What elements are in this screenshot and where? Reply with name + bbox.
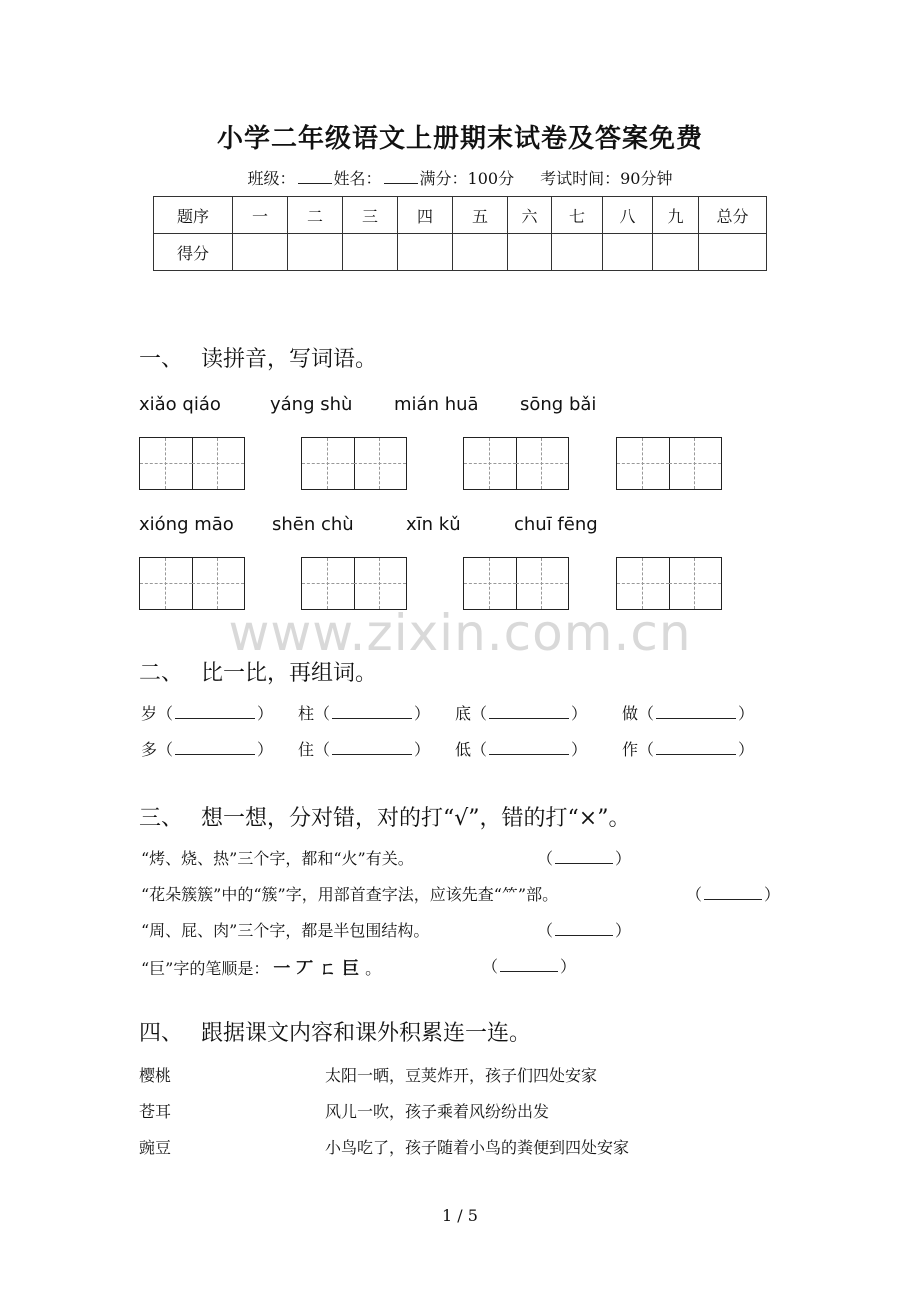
- compare-item: 底（ ）: [455, 704, 588, 723]
- score-cell[interactable]: [233, 234, 288, 271]
- score-cell[interactable]: [603, 234, 653, 271]
- section3-number: 三、: [139, 806, 184, 831]
- writing-grid[interactable]: [463, 557, 569, 610]
- pinyin-label: chuī fēng: [514, 514, 598, 535]
- section3-title: 想一想，分对错，对的打“√”，错的打“×”。: [201, 806, 631, 831]
- compare-char: 柱: [298, 704, 315, 723]
- match-left-item[interactable]: 豌豆: [139, 1138, 172, 1157]
- full-score: 满分：100分: [419, 169, 515, 188]
- score-value-row: [154, 234, 767, 271]
- answer-blank[interactable]: [555, 921, 613, 936]
- score-header-cell: 八: [603, 197, 653, 234]
- judge-answer: （ ）: [537, 921, 632, 940]
- compare-char: 作: [622, 740, 639, 759]
- judge-statement: “巨”字的笔顺是：: [141, 959, 270, 978]
- section4-heading: [139, 1016, 531, 1047]
- writing-grid[interactable]: [301, 437, 407, 490]
- compare-item: 柱（ ）: [298, 704, 431, 723]
- section1-number: 一、: [139, 347, 184, 372]
- section2-title: 比一比，再组词。: [201, 661, 378, 686]
- section4-title: 跟据课文内容和课外积累连一连。: [201, 1021, 532, 1046]
- section2-number: 二、: [139, 661, 184, 686]
- score-cell[interactable]: [699, 234, 767, 271]
- section2-heading: [139, 656, 377, 687]
- compare-item: 作（ ）: [622, 740, 755, 759]
- compare-char: 多: [141, 740, 158, 759]
- answer-blank[interactable]: [656, 704, 736, 719]
- compare-item: 住（ ）: [298, 740, 431, 759]
- judge-statement: “烤、烧、热”三个字，都和“火”有关。: [141, 849, 414, 868]
- compare-char: 住: [298, 740, 315, 759]
- compare-char: 做: [622, 704, 639, 723]
- answer-blank[interactable]: [656, 740, 736, 755]
- judge-statement: “周、屁、肉”三个字，都是半包围结构。: [141, 921, 430, 940]
- answer-blank[interactable]: [175, 740, 255, 755]
- writing-grid[interactable]: [139, 557, 245, 610]
- score-header-cell: 五: [453, 197, 508, 234]
- judge-answer: （ ）: [686, 885, 781, 904]
- watermark: www.zixin.com.cn: [228, 604, 692, 662]
- writing-grid[interactable]: [301, 557, 407, 610]
- pinyin-label: shēn chù: [272, 514, 354, 535]
- score-table: [153, 196, 767, 271]
- name-blank[interactable]: [384, 169, 418, 184]
- pinyin-label: mián huā: [394, 394, 479, 415]
- info-line: [0, 166, 920, 189]
- answer-blank[interactable]: [489, 740, 569, 755]
- answer-blank[interactable]: [704, 885, 762, 900]
- score-cell[interactable]: [653, 234, 699, 271]
- writing-grid[interactable]: [616, 437, 722, 490]
- score-header-cell: 三: [343, 197, 398, 234]
- name-label: 姓名：: [333, 169, 382, 188]
- section4-number: 四、: [139, 1021, 184, 1046]
- class-label: 班级：: [247, 169, 296, 188]
- page-title: 小学二年级语文上册期末试卷及答案免费: [216, 124, 703, 154]
- class-blank[interactable]: [298, 169, 332, 184]
- match-right-item[interactable]: 风儿一吹，孩子乘着风纷纷出发: [325, 1102, 550, 1121]
- pinyin-label: xióng māo: [139, 514, 234, 535]
- answer-blank[interactable]: [555, 849, 613, 864]
- score-cell[interactable]: [453, 234, 508, 271]
- score-header-cell: 一: [233, 197, 288, 234]
- match-right-item[interactable]: 小鸟吃了，孩子随着小鸟的粪便到四处安家: [325, 1138, 630, 1157]
- exam-time: 考试时间：90分钟: [540, 169, 673, 188]
- judge-statement: “花朵簇簇”中的“簇”字，用部首查字法，应该先查“⺮”部。: [141, 885, 559, 904]
- answer-blank[interactable]: [175, 704, 255, 719]
- writing-grid[interactable]: [463, 437, 569, 490]
- score-header-cell: 六: [508, 197, 552, 234]
- answer-blank[interactable]: [332, 704, 412, 719]
- section1-heading: [139, 342, 377, 373]
- compare-item: 多（ ）: [141, 740, 274, 759]
- score-header-cell: 七: [552, 197, 603, 234]
- score-cell[interactable]: [343, 234, 398, 271]
- compare-item: 做（ ）: [622, 704, 755, 723]
- score-header-cell: 总分: [699, 197, 767, 234]
- compare-item: 岁（ ）: [141, 704, 274, 723]
- judge-statement-stroke: “巨”字的笔顺是： 一 丆 ㄈ 巨 。: [141, 959, 382, 979]
- stroke-order: 一 丆 ㄈ 巨: [273, 959, 360, 979]
- match-left-item[interactable]: 苍耳: [139, 1102, 172, 1121]
- page-number: 1 / 5: [442, 1206, 478, 1225]
- match-left-item[interactable]: 樱桃: [139, 1066, 172, 1085]
- score-row-label: 得分: [154, 234, 233, 271]
- compare-char: 岁: [141, 704, 158, 723]
- pinyin-label: yáng shù: [270, 394, 353, 415]
- judge-answer: （ ）: [537, 849, 632, 868]
- score-header-cell: 题序: [154, 197, 233, 234]
- answer-blank[interactable]: [489, 704, 569, 719]
- compare-char: 低: [455, 740, 472, 759]
- writing-grid[interactable]: [616, 557, 722, 610]
- score-header-cell: 二: [288, 197, 343, 234]
- score-header-row: [154, 197, 767, 234]
- score-cell[interactable]: [552, 234, 603, 271]
- section3-heading: [139, 801, 630, 832]
- match-right-item[interactable]: 太阳一晒，豆荚炸开，孩子们四处安家: [325, 1066, 598, 1085]
- pinyin-label: xiǎo qiáo: [139, 394, 221, 415]
- score-cell[interactable]: [288, 234, 343, 271]
- writing-grid[interactable]: [139, 437, 245, 490]
- compare-item: 低（ ）: [455, 740, 588, 759]
- pinyin-label: xīn kǔ: [406, 514, 461, 535]
- score-cell[interactable]: [398, 234, 453, 271]
- score-header-cell: 四: [398, 197, 453, 234]
- score-header-cell: 九: [653, 197, 699, 234]
- answer-blank[interactable]: [332, 740, 412, 755]
- compare-char: 底: [455, 704, 472, 723]
- score-cell[interactable]: [508, 234, 552, 271]
- section1-title: 读拼音，写词语。: [201, 347, 378, 372]
- pinyin-label: sōng bǎi: [520, 394, 597, 415]
- answer-blank[interactable]: [500, 957, 558, 972]
- judge-answer: （ ）: [482, 957, 577, 976]
